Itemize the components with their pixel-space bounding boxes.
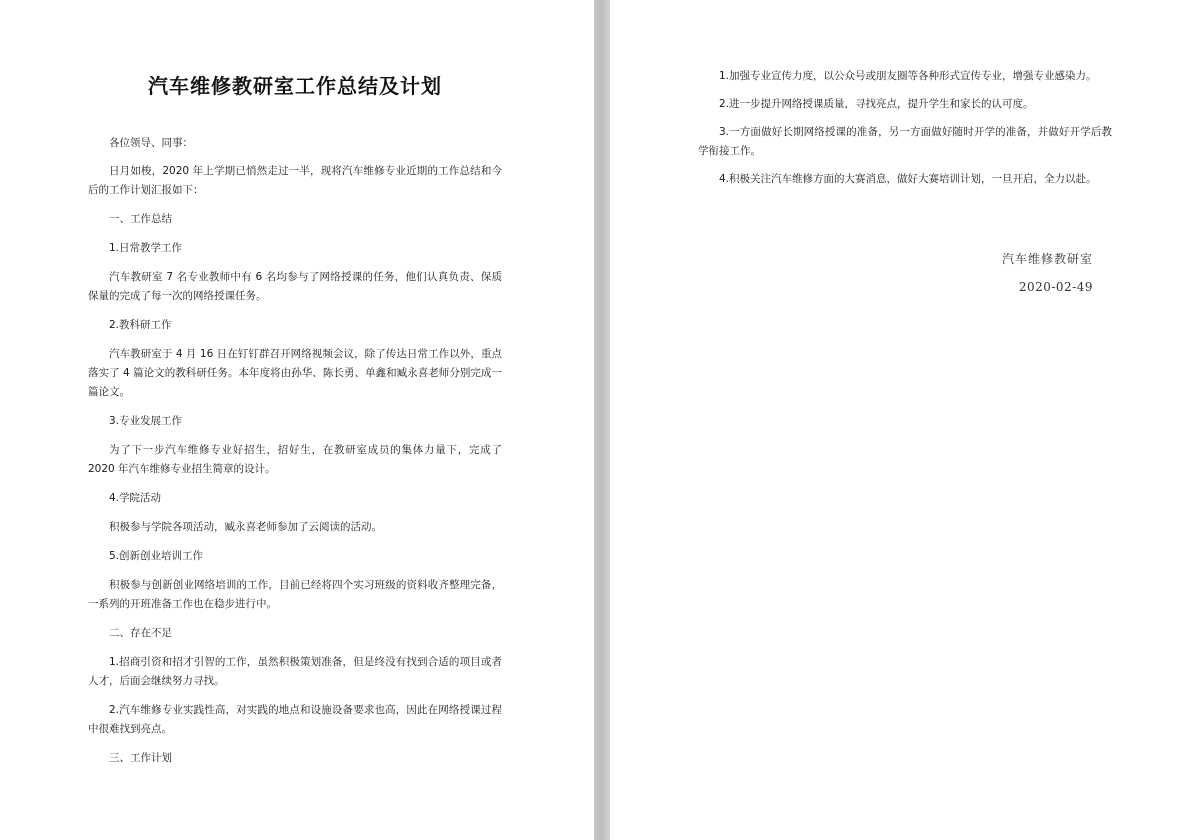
item-text-research: 汽车教研室于 4 月 16 日在钉钉群召开网络视频会议，除了传达日常工作以外，重点落实了 4 篇论文的教科研任务。本年度将由孙华、陈长勇、单鑫和臧永喜老师分别完成一篇论文。 <box>88 348 502 398</box>
plan-item-4: 4.积极关注汽车维修方面的大赛消息，做好大赛培训计划，一旦开启，全力以赴。 <box>719 173 1097 185</box>
greeting: 各位领导、同事： <box>109 137 193 149</box>
item-heading-training: 5.创新创业培训工作 <box>109 550 204 562</box>
item-text-training: 积极参与创新创业网络培训的工作，目前已经将四个实习班级的资料收齐整理完备，一系列的开班准备工作也在稳步进行中。 <box>88 579 502 610</box>
item-heading-development: 3.专业发展工作 <box>109 415 183 427</box>
page-left-body <box>88 134 502 778</box>
plan-item-3: 3.一方面做好长期网络授课的准备，另一方面做好随时开学的准备，并做好开学后教学衔接工作。 <box>698 126 1112 157</box>
shortcoming-1: 1.招商引资和招才引智的工作，虽然积极策划准备，但是终没有找到合适的项目或者人才，后面会继续努力寻找。 <box>88 656 502 687</box>
signature-date: 2020-02-49 <box>1018 280 1093 294</box>
plan-item-2: 2.进一步提升网络授课质量，寻找亮点，提升学生和家长的认可度。 <box>719 98 1034 110</box>
section-heading-shortcomings: 二、存在不足 <box>109 627 172 639</box>
page-left <box>0 0 594 840</box>
page-gutter <box>594 0 610 840</box>
item-heading-activities: 4.学院活动 <box>109 492 162 504</box>
plan-item-1: 1.加强专业宣传力度，以公众号或朋友圈等各种形式宣传专业，增强专业感染力。 <box>719 70 1097 82</box>
shortcoming-2: 2.汽车维修专业实践性高，对实践的地点和设施设备要求也高，因此在网络授课过程中很难找到亮点。 <box>88 704 502 735</box>
item-text-teaching: 汽车教研室 7 名专业教师中有 6 名均参与了网络授课的任务，他们认真负责、保质保量的完成了每一次的网络授课任务。 <box>88 271 502 302</box>
section-heading-summary: 一、工作总结 <box>109 213 172 225</box>
signature-organization: 汽车维修教研室 <box>1001 252 1093 266</box>
section-heading-plan: 三、工作计划 <box>109 752 172 764</box>
page-right <box>610 0 1203 840</box>
document-title: 汽车维修教研室工作总结及计划 <box>148 74 442 98</box>
item-text-activities: 积极参与学院各项活动，臧永喜老师参加了云阅读的活动。 <box>109 521 382 533</box>
item-text-development: 为了下一步汽车维修专业好招生，招好生，在教研室成员的集体力量下，完成了 2020 年汽车维修专业招生简章的设计。 <box>88 444 502 475</box>
item-heading-teaching: 1.日常教学工作 <box>109 242 183 254</box>
item-heading-research: 2.教科研工作 <box>109 319 172 331</box>
intro-paragraph: 日月如梭，2020 年上学期已悄然走过一半，现将汽车维修专业近期的工作总结和今后的工作计划汇报如下： <box>88 165 502 196</box>
page-right-body <box>698 67 1112 198</box>
